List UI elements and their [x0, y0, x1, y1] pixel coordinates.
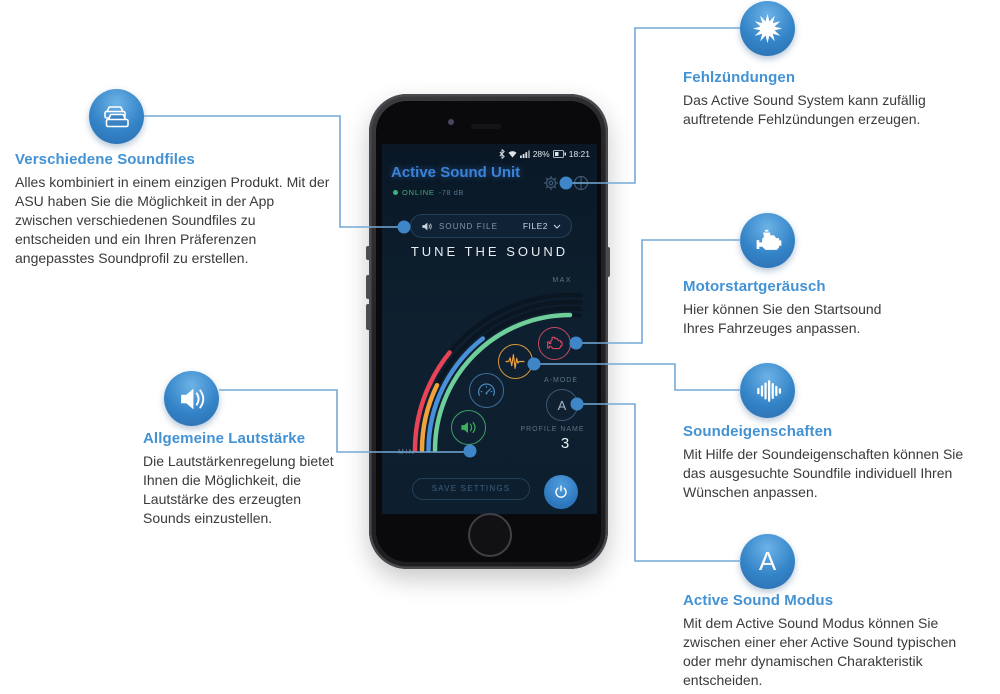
callout-body: Mit Hilfe der Soundeigenschaften können Sie das ausgesuchte Soundfile individuell Ihren Wünschen anpassen. — [683, 446, 964, 500]
speaker-icon — [164, 371, 219, 426]
volume-icon — [458, 417, 479, 438]
callout-title: Fehlzündungen — [683, 69, 796, 86]
front-camera — [448, 119, 454, 125]
cars-glyph — [99, 99, 135, 135]
starburst-glyph — [751, 12, 784, 45]
gauge-arcs — [382, 144, 597, 514]
a-mode-icon — [740, 534, 795, 589]
dynamics-gauge-button[interactable] — [469, 373, 504, 408]
speedometer-icon — [475, 379, 498, 402]
callout-motorstart — [683, 278, 913, 338]
power-button[interactable] — [544, 475, 578, 509]
sound-file-value: FILE2 — [522, 221, 548, 231]
engine-start-sound-button[interactable] — [538, 327, 571, 360]
app-title: Active Sound Unit — [391, 164, 521, 181]
speaker-glyph — [175, 382, 209, 416]
battery-percent: 28% — [532, 149, 550, 159]
arc-tracks — [415, 295, 581, 450]
tune-the-sound-heading: TUNE THE SOUND — [410, 244, 569, 259]
a-mode-value: A — [557, 397, 567, 413]
callout-body: Alles kombiniert in einem einzigen Produkt. Mit der ASU haben Sie die Möglichkeit in der App zwischen verschiedenen Soundfiles zu entscheiden und ein Ihren Präferenzen angepasstes Soundprofil zu erstellen. — [15, 174, 330, 266]
a-mode-label: A-MODE — [544, 377, 578, 384]
profile-name-label: PROFILE NAME — [520, 426, 585, 433]
home-button[interactable] — [468, 513, 512, 557]
callout-body: Die Lautstärkenregelung bietet Ihnen die Möglichkeit, die Lautstärke des erzeugten Sounds einzustellen. — [143, 453, 334, 526]
phone-screen — [382, 144, 597, 514]
min-label: MIN — [398, 449, 416, 456]
max-label: MAX — [552, 277, 572, 284]
profile-name-value[interactable]: 3 — [560, 435, 570, 452]
explosion-starburst-icon — [740, 1, 795, 56]
callout-fehlzuendungen — [683, 69, 948, 129]
a-mode-letter: A — [758, 546, 777, 576]
earpiece-speaker — [471, 124, 501, 129]
callout-soundeigenschaften — [683, 423, 988, 502]
callout-body: Mit dem Active Sound Modus können Sie zwischen einer eher Active Sound typischen oder mehr dynamischen Charakteristik entscheiden. — [683, 615, 957, 688]
save-settings-button[interactable]: SAVE SETTINGS — [412, 478, 530, 500]
engine-glyph — [752, 225, 784, 257]
waveform-icon — [504, 350, 527, 373]
online-label: ONLINE — [402, 188, 435, 197]
callout-body: Das Active Sound System kann zufällig auftretende Fehlzündungen erzeugen. — [683, 92, 926, 127]
engine-icon — [544, 333, 565, 354]
db-value: -78 dB — [438, 188, 464, 197]
callout-title: Active Sound Modus — [683, 592, 834, 609]
cars-icon — [89, 89, 144, 144]
callout-soundfiles — [15, 151, 330, 268]
master-volume-button[interactable] — [451, 410, 486, 445]
sound-file-label: SOUND FILE — [439, 221, 499, 231]
callout-modus — [683, 592, 983, 690]
clock: 18:21 — [568, 149, 590, 159]
engine-icon — [740, 213, 795, 268]
power-icon — [553, 484, 569, 500]
callout-title: Motorstartgeräusch — [683, 278, 826, 295]
equalizer-bars-icon — [740, 363, 795, 418]
callout-body: Hier können Sie den Startsound Ihres Fahrzeuges anpassen. — [683, 301, 882, 336]
sound-properties-button[interactable] — [498, 344, 533, 379]
a-mode-toggle[interactable] — [546, 389, 578, 421]
callout-title: Allgemeine Lautstärke — [143, 430, 306, 447]
equalizer-glyph — [751, 374, 785, 408]
callout-lautstaerke — [143, 430, 351, 528]
callout-title: Verschiedene Soundfiles — [15, 151, 195, 168]
callout-title: Soundeigenschaften — [683, 423, 833, 440]
